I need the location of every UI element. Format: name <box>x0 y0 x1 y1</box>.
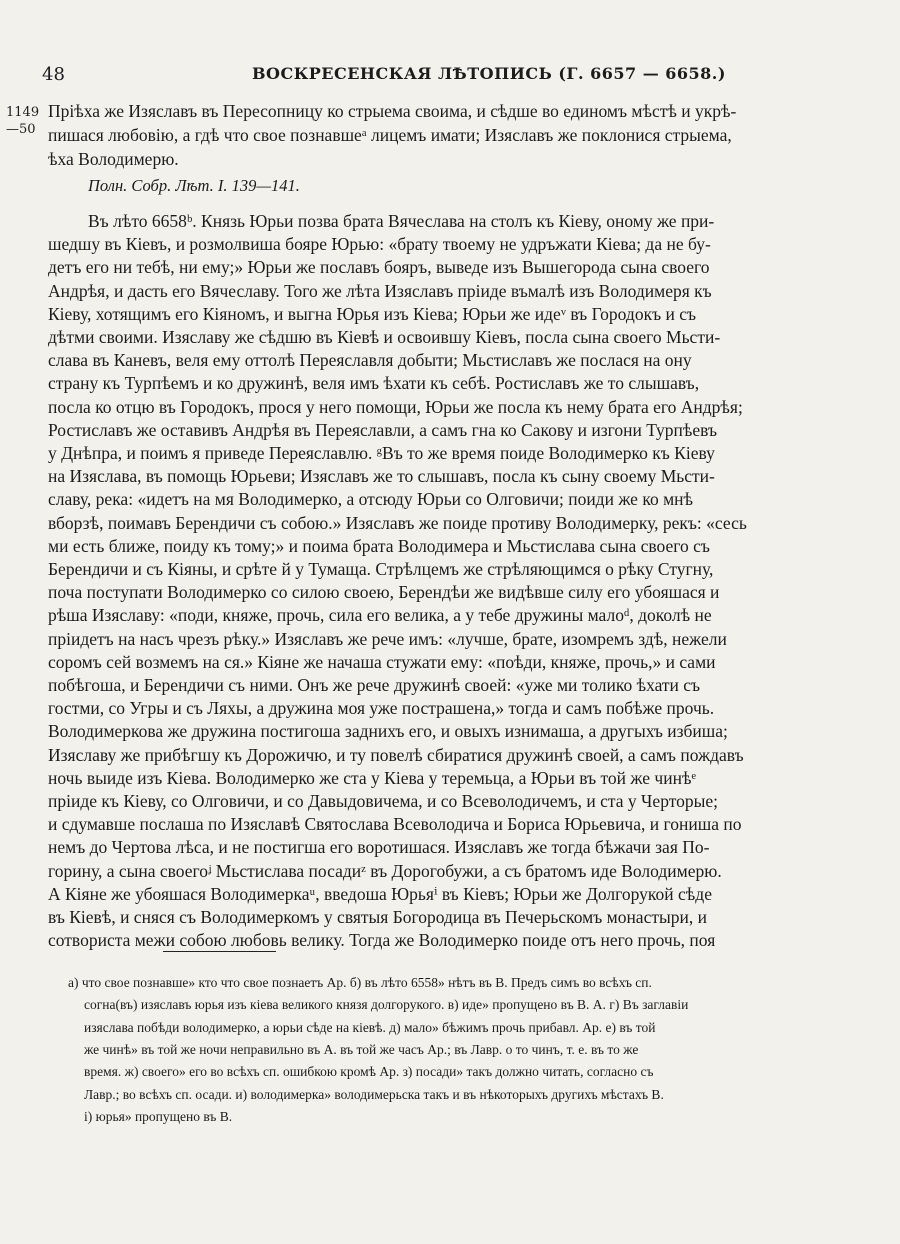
paragraph2-line: сотвориста межи собою любовь велику. Тогда же Володимерко поиде отъ него прочь, поя <box>48 930 716 951</box>
paragraph2-line: на Изяслава, въ помощь Юрьеви; Изяславъ же то слышавъ, посла къ сыну своему Мьсти- <box>48 466 715 487</box>
paragraph2-line: и сдумавше послаша по Изяславѣ Святослава Всеволодича и Бориса Юрьевича, и гониша по <box>48 814 742 835</box>
page-number: 48 <box>42 64 65 85</box>
footnote-rule <box>163 951 276 952</box>
paragraph1-line: ѣха Володимерю. <box>48 149 179 169</box>
margin-year-top: 1149 <box>6 105 40 120</box>
paragraph2-line: въ Кіевѣ, и сняся съ Володимеркомъ у святыя Богородица въ Печерьскомъ монастыри, и <box>48 907 707 927</box>
paragraph2-line: поча поступати Володимерко со силою своею, Берендѣи же видѣвше силу его убояшася и <box>48 582 720 603</box>
paragraph2-line: пріидетъ на насъ чрезъ рѣку.» Изяславъ же рече имъ: «лучше, брате, изомремъ здѣ, нежели <box>48 628 727 649</box>
footnotes-line: же чинѣ» въ той же ночи неправильно въ А. въ той же часъ Ар.; въ Лавр. о то чинъ, т. е. въ то же <box>84 1041 639 1057</box>
paragraph2-line: горину, а сына своегоᶨ Мьстислава посадиᶻ въ Дорогобужи, а съ братомъ иде Володимерю. <box>48 860 722 881</box>
paragraph2-line: страну къ Турпѣемъ и ко дружинѣ, веля имъ ѣхати къ себѣ. Ростиславъ же то слышавъ, <box>48 373 700 394</box>
paragraph2-line: вборзѣ, поимавъ Берендичи съ собою.» Изяславъ же поиде противу Володимерку, рекъ: «сесь <box>48 512 747 533</box>
paragraph2-line: посла ко отцю въ Городокъ, прося у него помощи, Юрьи же посла къ нему брата его Андрѣя; <box>48 396 743 417</box>
paragraph2-line: Володимеркова же дружина постигоша заднихъ его, и овыхъ изнимаша, а другыхъ избиша; <box>48 721 728 742</box>
paragraph2-line: соромъ сей возмемъ на ся.» Кіяне же начаша стужати ему: «поѣди, княже, прочь,» и сами <box>48 651 716 672</box>
paragraph2-line: шедшу въ Кіевъ, и розмолвиша бояре Юрью: «брату твоему не удръжати Кіева; да не бу- <box>48 234 711 255</box>
paragraph2-line: Берендичи и съ Кіяны, и срѣте й у Тумаща. Стрѣлцемъ же стрѣляющимся о рѣку Стугну, <box>48 559 714 579</box>
paragraph2-line: Изяславу же прибѣгшу къ Дорожичю, и ту повелѣ сбиратися дружинѣ своей, а самъ пождавъ <box>48 744 744 765</box>
paragraph2-line: слава въ Каневъ, веля ему оттолѣ Переяславля добыти; Мьстиславъ же послася на ону <box>48 350 692 371</box>
paragraph2-line: рѣша Изяславу: «поди, княже, прочь, сила его велика, а у тебе дружины малоᵈ, доколѣ не <box>48 605 712 626</box>
paragraph2-line: детъ его ни тебѣ, ни ему;» Юрьи же пославъ бояръ, выведе изъ Вышегорода сына своего <box>48 257 710 278</box>
footnotes-line: а) что свое познавше» кто что свое познаетъ Ар. б) въ лѣто 6558» нѣтъ въ В. Предъ симъ во всѣхъ сп. <box>68 975 652 990</box>
paragraph1-line: пишася любовію, а гдѣ что свое познавшеᵃ лицемъ имати; Изяславъ же поклонися стрыема, <box>48 125 732 145</box>
paragraph2-line: гостми, со Угры и съ Ляхы, а дружина моя уже пострашена,» тогда и самъ побѣже прочь. <box>48 698 715 719</box>
footnotes-line: Лавр.; во всѣхъ сп. осади. и) володимерка» володимерьска такъ и въ нѣкоторыхъ другихъ мѣстахъ В. <box>84 1086 664 1102</box>
paragraph2-line: у Днѣпра, и поимъ я приведе Переяславлю. ᵍВъ то же время поиде Володимерко къ Кіеву <box>48 443 715 463</box>
margin-year-bottom: —50 <box>6 122 36 137</box>
source-citation: Полн. Собр. Лѣт. I. 139—141. <box>88 176 300 195</box>
paragraph2-line: ми есть ближе, поиду къ тому;» и поима брата Володимера и Мьстислава сына своего съ <box>48 535 710 556</box>
paragraph2-line: побѣгоша, и Берендичи съ ними. Онъ же рече дружинѣ своей: «уже ми толико ѣхати съ <box>48 675 701 695</box>
paragraph2-line: Ростиславъ же оставивъ Андрѣя въ Переяславли, а самъ гна ко Сакову и изгони Турпѣевъ <box>48 419 718 440</box>
paragraph2-line: Кіеву, хотящимъ его Кіяномъ, и выгна Юрья изъ Кіева; Юрьи же идеᵛ въ Городокъ и съ <box>48 303 697 324</box>
paragraph1-line: Пріѣха же Изяславъ въ Пересопницу ко стрыема своима, и сѣдше во единомъ мѣстѣ и укрѣ- <box>48 101 737 121</box>
paragraph2-line: ночь выиде изъ Кіева. Володимерко же ста у Кіева у теремьца, а Юрьи въ той же чинѣᵉ <box>48 767 696 788</box>
footnotes-line: согна(въ) изяславъ юрья изъ кіева великого князя долгорукого. в) иде» пропущено въ В. А. г) Въ заглавіи <box>84 997 689 1013</box>
footnotes-line: і) юрья» пропущено въ В. <box>84 1108 233 1124</box>
margin-year <box>6 104 39 138</box>
paragraph2-line: немъ до Чертова лѣса, и не постигша его воротишася. Изяславъ же тогда бѣжачи зая По- <box>48 837 710 858</box>
paragraph2-line: славу, река: «идетъ на мя Володимерко, а отсюду Юрьи со Олговичи; поиди же ко мнѣ <box>48 489 694 510</box>
footnotes-line: время. ж) своего» его во всѣхъ сп. ошибкою кромѣ Ар. з) посади» такъ должно читать, согласно съ <box>84 1064 654 1080</box>
paragraph2-line: Въ лѣто 6658ᵇ. Князь Юрьи позва брата Вячеслава на столъ къ Кіеву, оному же при- <box>88 211 715 231</box>
footnotes-line: изяслава побѣди володимерко, а юрьи сѣде на кіевѣ. д) мало» бѣжимъ прочь прибавл. Ар. е) въ той <box>84 1019 656 1035</box>
paragraph2-line: А Кіяне же убояшася Володимеркаᵘ, введоша Юрьяⁱ въ Кіевъ; Юрьи же Долгорукой сѣде <box>48 883 712 904</box>
paragraph2-line: пріиде къ Кіеву, со Олговичи, и со Давыдовичема, и со Всеволодичемъ, и ста у Черторые; <box>48 791 719 811</box>
page-header <box>42 60 860 90</box>
running-head: ВОСКРЕСЕНСКАЯ ЛѢТОПИСЬ (Г. 6657 — 6658.) <box>252 64 726 83</box>
paragraph2-line: Андрѣя, и дасть его Вячеславу. Того же лѣта Изяславъ пріиде въмалѣ изъ Володимеря къ <box>48 280 712 301</box>
paragraph2-line: дѣтми своими. Изяславу же сѣдшю въ Кіевѣ и освоившу Кіевъ, посла сына своего Мьсти- <box>48 327 721 347</box>
